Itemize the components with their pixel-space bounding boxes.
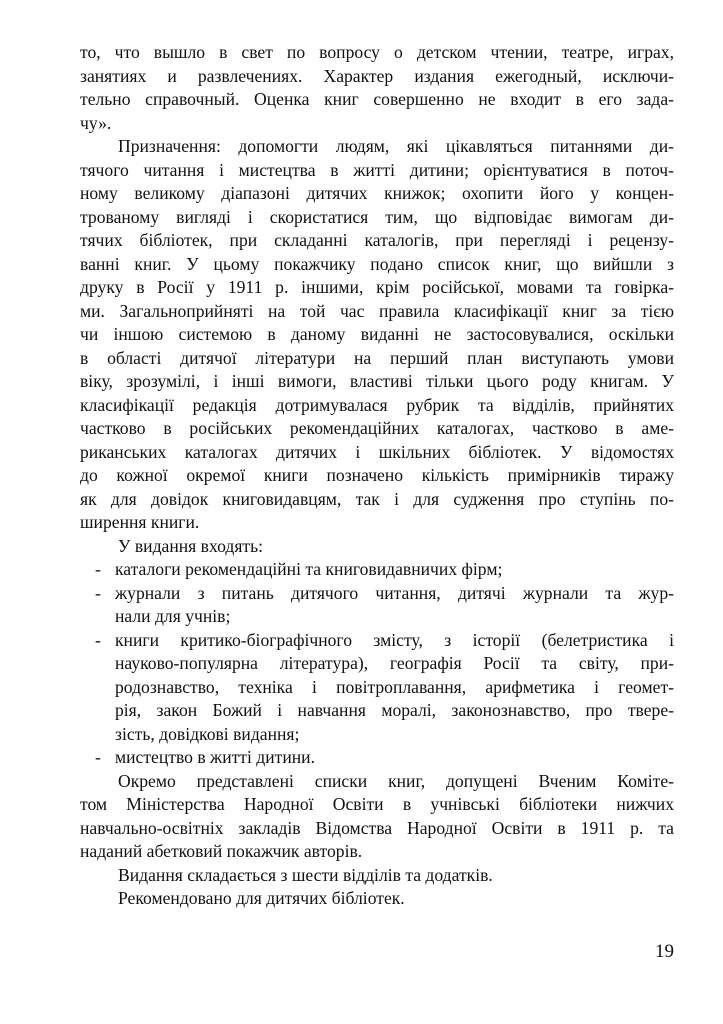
text-line: до кожної окремої книги позначено кількість примірників тиражу: [80, 465, 674, 485]
text-line: Призначення: допомогти людям, які цікавляться питаннями ди-: [118, 136, 674, 156]
text-line: занятиях и развлечениях. Характер издания ежегодный, исключи-: [80, 65, 674, 86]
text-line: то, что вышло в свет по вопросу о детском чтении, театре, играх,: [80, 42, 674, 62]
intro-paragraph: [80, 41, 674, 135]
bullet-dash: -: [95, 582, 101, 603]
text-line: віку, зрозумілі, і інші вимоги, властиві тільки цього роду книгам. У: [80, 371, 674, 391]
list-item-line: - мистецтво в житті дитини.: [80, 746, 674, 770]
body-text: [80, 41, 674, 911]
list-item-line: нали для учнів;: [115, 606, 231, 626]
text-line: наданий абетковий покажчик авторів.: [80, 841, 363, 861]
list-item-line: родознавство, техніка і повітроплавання, арифметика і геомет-: [115, 676, 674, 697]
contents-list: [80, 558, 674, 770]
list-item: [80, 582, 674, 629]
closing-paragraphs: [80, 864, 674, 911]
contents-heading: У видання входять:: [118, 535, 264, 556]
text-line: частково в російських рекомендаційних каталогах, частково в аме-: [80, 418, 674, 438]
bullet-dash: -: [95, 747, 101, 767]
list-item-line: - книги критико-біографічного змісту, з історії (белетристика і: [80, 629, 674, 653]
list-item: [80, 558, 674, 582]
purpose-paragraph: [80, 135, 674, 535]
text-line: Видання складається з шести відділів та додатків.: [118, 864, 493, 885]
page-number: 19: [655, 941, 674, 962]
text-line: ванні книг. У цьому покажчику подано список книг, що вийшли з: [80, 253, 674, 274]
list-item-line: - журнали з питань дитячого читання, дитячі журнали та жур-: [80, 582, 674, 606]
text-line: чу».: [80, 112, 112, 133]
bullet-dash: -: [95, 559, 101, 579]
list-item: [80, 629, 674, 747]
text-line: тячих бібліотек, при складанні каталогів, при перегляді і рецензу-: [80, 230, 674, 250]
text-line: риканських каталогах дитячих і шкільних бібліотек. У відомостях: [80, 441, 674, 462]
text-line: в області дитячої літератури на перший план виступають умови: [80, 347, 674, 368]
text-line: трованому вигляді і скористатися тим, що відповідає вимогам ди-: [80, 206, 674, 227]
text-line: тельно справочный. Оценка книг совершенно не входит в его зада-: [80, 89, 674, 109]
bullet-dash: -: [95, 629, 101, 650]
text-line: Рекомендовано для дитячих бібліотек.: [118, 888, 405, 908]
list-item-line: - каталоги рекомендаційні та книговидавничих фірм;: [80, 558, 674, 582]
text-line: Окремо представлені списки книг, допущені Вченим Коміте-: [118, 770, 674, 791]
text-line: навчально-освітніх закладів Відомства Народної Освіти в 1911 р. та: [80, 817, 674, 838]
list-item-line: рія, закон Божий і навчання моралі, законознавство, про твере-: [115, 700, 674, 720]
text-line: як для довідок книговидавцям, так і для судження про ступінь по-: [80, 488, 674, 509]
list-item-line: зість, довідкові видання;: [115, 723, 300, 744]
text-line: друку в Росії у 1911 р. іншими, крім російської, мовами та говірка-: [80, 277, 674, 297]
text-line: ному великому діапазоні дитячих книжок; охопити його у концен-: [80, 183, 674, 203]
text-line: тячого читання і мистецтва в житті дитини; орієнтуватися в поточ-: [80, 159, 674, 180]
list-item-line: науково-популярна література), географія Росії та світу, при-: [115, 653, 674, 673]
separate-lists-paragraph: [80, 770, 674, 864]
text-line: ми. Загальноприйняті на той час правила класифікації книг за тією: [80, 300, 674, 321]
text-line: чи іншою системою в даному виданні не застосовувалися, оскільки: [80, 324, 674, 344]
text-line: ширення книги.: [80, 512, 200, 532]
text-line: том Міністерства Народної Освіти в учнівські бібліотеки нижчих: [80, 794, 674, 814]
list-item: [80, 746, 674, 770]
text-line: класифікації редакція дотримувалася рубрик та відділів, прийнятих: [80, 394, 674, 415]
